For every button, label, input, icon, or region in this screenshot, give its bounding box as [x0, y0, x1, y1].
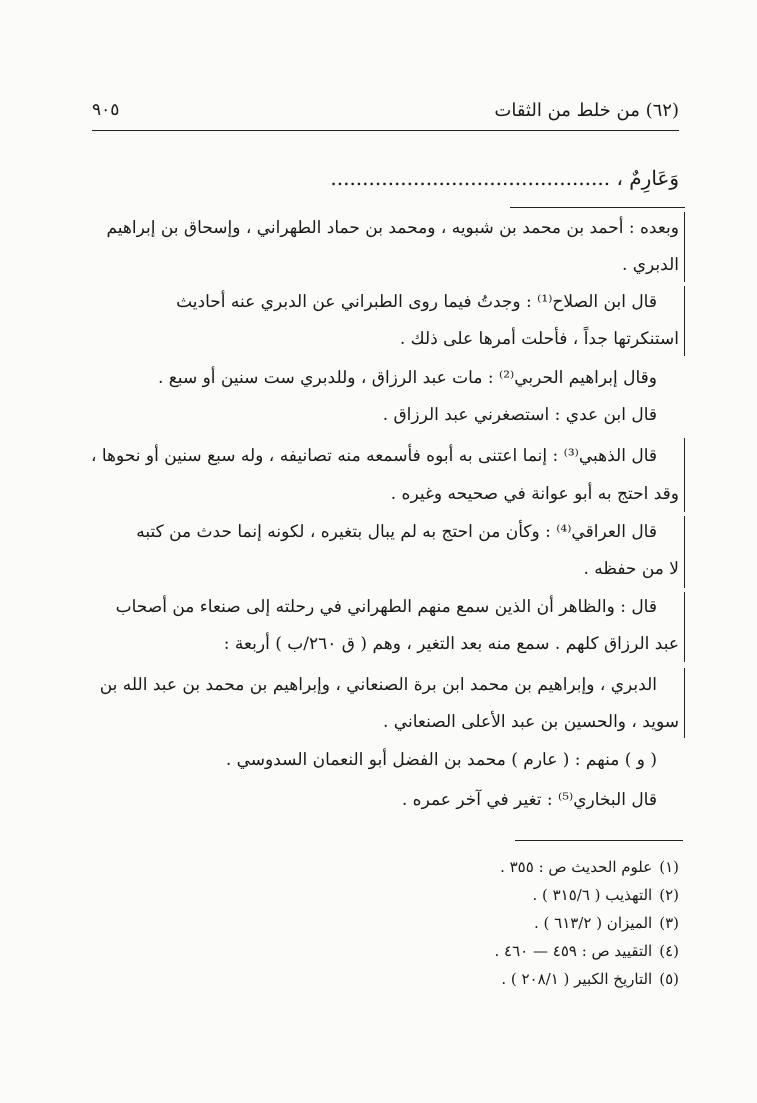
paragraph-mark [684, 212, 685, 282]
entry-heading: وَعَارِمٌ ، ............................................ [330, 166, 679, 190]
footnote [501, 970, 679, 988]
text-line: استنكرتها جداً ، فأحلت أمرها على ذلك . [399, 329, 679, 349]
footnote-text: علوم الحديث ص : ٣٥٥ . [500, 858, 653, 876]
entry-rule [510, 207, 685, 208]
text-line: وقال إبراهيم الحربي⁽²⁾ : مات عبد الرزاق ، وللدبري ست سنين أو سبع . [157, 368, 657, 388]
text-line: قال العراقي⁽⁴⁾ : وكأن من احتج به لم يبال بتغيره ، لكونه إنما حدث من كتبه [136, 522, 657, 542]
text-line: قال البخاري⁽⁵⁾ : تغير في آخر عمره . [401, 790, 657, 810]
footnote [532, 886, 679, 904]
running-title: (٦٢) من خلط من الثقات [494, 100, 679, 121]
paragraph-mark [684, 668, 685, 738]
text-line: ( و ) منهم : ( عارم ) محمد بن الفضل أبو النعمان السدوسي . [225, 750, 657, 770]
footnote-number: (١) [659, 858, 679, 876]
page-header [92, 100, 679, 130]
paragraph-mark [684, 592, 685, 662]
footnote [534, 914, 679, 932]
footnote-number: (٥) [659, 970, 679, 988]
text-line: الدبري . [621, 255, 679, 275]
footnote-rule [515, 840, 683, 841]
text-line: قال : والظاهر أن الذين سمع منهم الطهراني في رحلته إلى صنعاء من أصحاب [115, 597, 657, 617]
footnote [495, 942, 680, 960]
text-line: سويد ، والحسين بن عبد الأعلى الصنعاني . [382, 712, 679, 732]
text-line: وبعده : أحمد بن محمد بن شبويه ، ومحمد بن حماد الطهراني ، وإسحاق بن إبراهيم [106, 218, 679, 238]
text-line: قال ابن الصلاح⁽¹⁾ : وجدتُ فيما روى الطبراني عن الدبري عنه أحاديث [176, 292, 657, 312]
paragraph-mark [684, 516, 685, 588]
text-line: قال ابن عدي : استصغرني عبد الرزاق . [382, 405, 657, 425]
paragraph-mark [684, 438, 685, 512]
footnote-number: (٤) [659, 942, 679, 960]
footnote-number: (٢) [659, 886, 679, 904]
text-line: قال الذهبي⁽³⁾ : إنما اعتنى به أبوه فأسمعه منه تصانيفه ، وله سبع سنين أو نحوها ، [90, 446, 657, 466]
text-line: عبد الرزاق كلهم . سمع منه بعد التغير ، وهم ( ق ٢٦٠/ب ) أربعة : [223, 634, 679, 654]
footnote-text: الميزان ( ٦١٣/٢ ) . [533, 914, 653, 932]
footnote-number: (٣) [659, 914, 679, 932]
footnote [500, 858, 679, 876]
paragraph-mark [684, 286, 685, 356]
text-line: لا من حفظه . [583, 559, 679, 579]
text-line: الدبري ، وإبراهيم بن محمد ابن برة الصنعاني ، وإبراهيم بن محمد بن عبد الله بن [99, 675, 657, 695]
footnote-text: التاريخ الكبير ( ٢٠٨/١ ) . [501, 970, 653, 988]
page-number: ٩٠٥ [92, 100, 120, 120]
footnote-text: التقييد ص : ٤٥٩ — ٤٦٠ . [494, 942, 653, 960]
header-rule [92, 130, 679, 131]
text-line: وقد احتج به أبو عوانة في صحيحه وغيره . [390, 484, 679, 504]
footnote-text: التهذيب ( ٣١٥/٦ ) . [532, 886, 653, 904]
